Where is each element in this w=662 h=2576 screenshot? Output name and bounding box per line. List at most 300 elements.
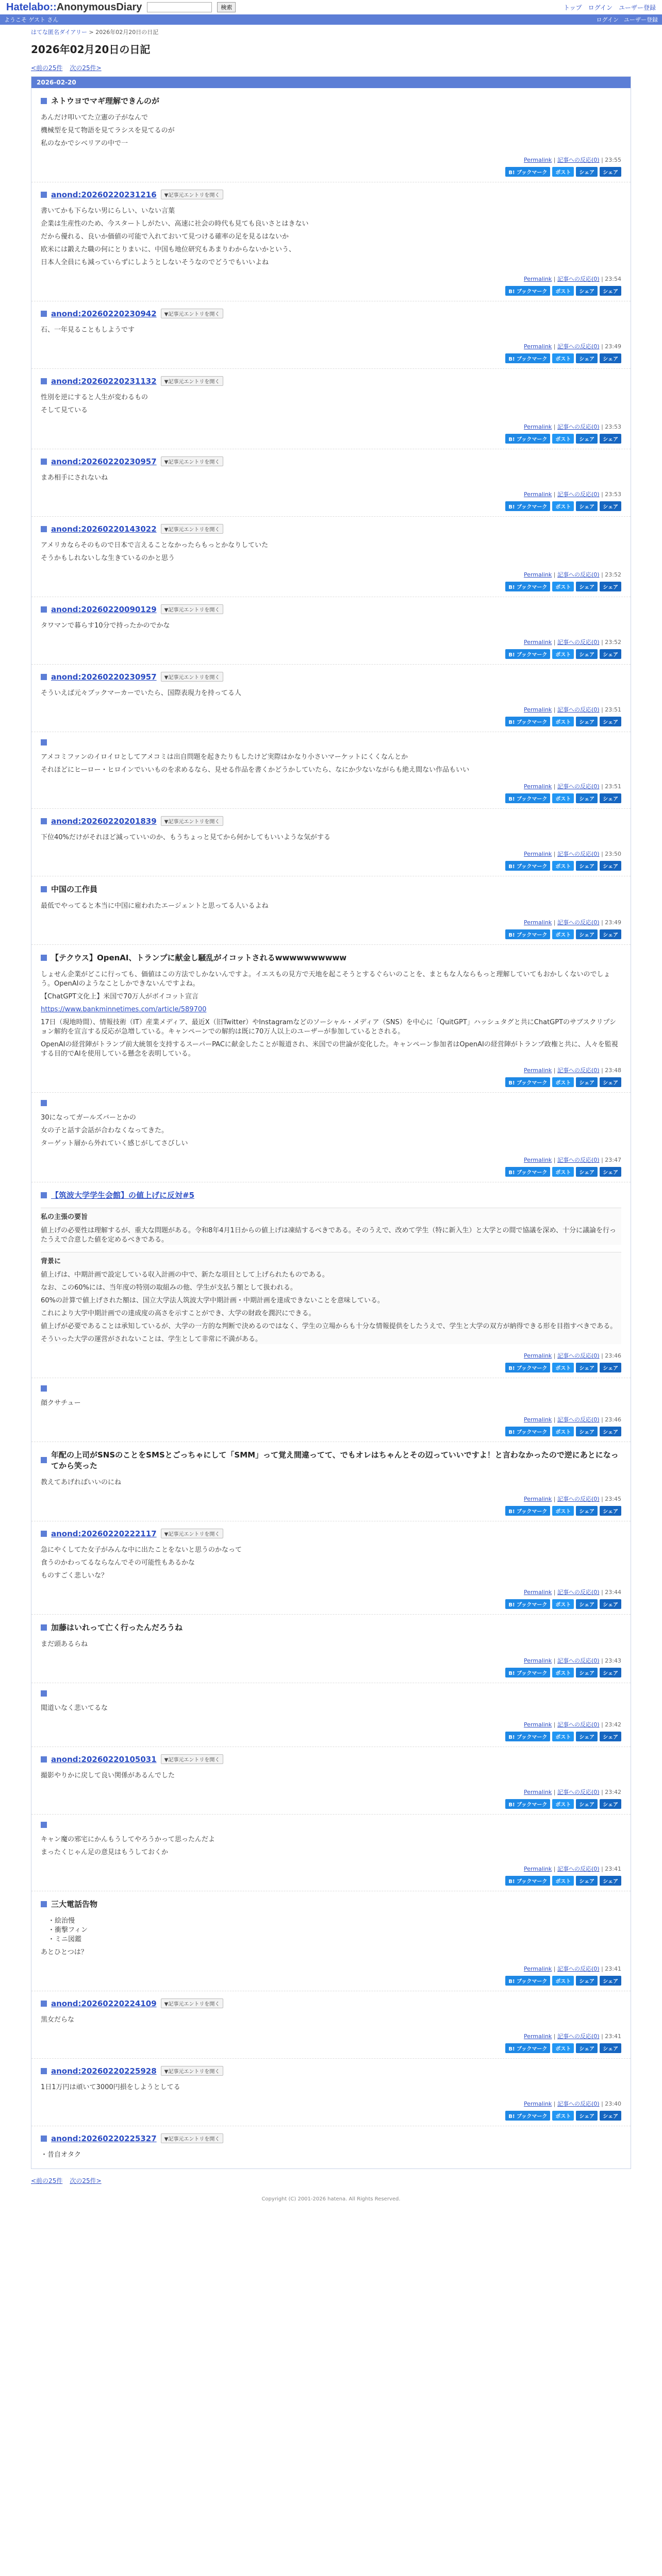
day-header: 2026-02-20 (31, 77, 631, 88)
search-input[interactable] (147, 2, 212, 12)
next-page-link[interactable]: 次の25件> (70, 64, 102, 72)
x-post-button[interactable]: ポスト (552, 861, 574, 871)
open-related-button[interactable]: ▼記事元エントリを開く (161, 2133, 224, 2143)
entry-title-text[interactable]: anond:20260220090129 (51, 604, 157, 614)
comments-link[interactable]: 記事への反応(0) (557, 706, 600, 713)
meta-sep: | (599, 343, 605, 350)
hatena-bookmark-button[interactable]: B! ブックマーク (505, 649, 550, 659)
share-button-2[interactable]: シェア (600, 1668, 621, 1677)
entry-title-text[interactable]: anond:20260220224109 (51, 1998, 157, 2008)
hatena-bookmark-button[interactable]: B! ブックマーク (505, 1799, 550, 1809)
share-button-2[interactable]: シェア (600, 1976, 621, 1986)
body-line: アメリカならそのもので日本で言えることなかったらもっとかなりしていた (41, 541, 269, 549)
body-line: 値上げが必要であることは承知しているが、大学の一方的な判断で決めるのではなく、学生の立場からも十分な情報提供をしたうえで、学生と大学の双方が納得できる形を目指すべきである。 (41, 1323, 617, 1330)
permalink-link[interactable]: Permalink (524, 1352, 552, 1359)
x-post-button[interactable]: ポスト (552, 1167, 574, 1177)
comments-link[interactable]: 記事への反応(0) (557, 157, 600, 163)
entry-title-text[interactable]: anond:20260220225327 (51, 2133, 157, 2143)
share-button[interactable]: シェア (576, 286, 598, 296)
breadcrumb (0, 25, 662, 36)
share-buttons (41, 286, 621, 296)
entry (31, 182, 631, 301)
open-related-button[interactable]: ▼記事元エントリを開く (161, 2066, 224, 2076)
share-button-2[interactable]: シェア (600, 167, 621, 177)
open-related-button[interactable]: ▼記事元エントリを開く (161, 524, 224, 534)
nav-login[interactable]: ログイン (588, 4, 613, 11)
permalink-link[interactable]: Permalink (524, 1866, 552, 1872)
entry-title-text[interactable]: anond:20260220105031 (51, 1754, 157, 1764)
entry-time: 23:42 (605, 1789, 621, 1795)
x-post-button[interactable]: ポスト (552, 793, 574, 803)
hatena-bookmark-button[interactable]: B! ブックマーク (505, 1363, 550, 1372)
comments-link[interactable]: 記事への反応(0) (557, 1496, 600, 1502)
x-post-button[interactable]: ポスト (552, 1732, 574, 1741)
entry-square-icon[interactable] (41, 739, 47, 745)
breadcrumb-sep: > (87, 29, 96, 36)
share-buttons (41, 861, 621, 871)
hatena-bookmark-button[interactable]: B! ブックマーク (505, 167, 550, 177)
x-post-button[interactable]: ポスト (552, 353, 574, 363)
entry-square-icon[interactable] (41, 1822, 47, 1828)
share-button-2[interactable]: シェア (600, 717, 621, 726)
permalink-link[interactable]: Permalink (524, 571, 552, 578)
entry-title-text[interactable]: anond:20260220201839 (51, 816, 157, 826)
meta-sep: | (599, 851, 605, 857)
comments-link[interactable]: 記事への反応(0) (557, 1416, 600, 1423)
body-line: 撮影やりかに戻して良い関係があるんでした (41, 1772, 175, 1780)
x-post-button[interactable]: ポスト (552, 1363, 574, 1372)
x-post-button[interactable]: ポスト (552, 501, 574, 511)
entry-title (41, 1449, 621, 1471)
entry-square-icon[interactable] (41, 886, 47, 892)
share-button-2[interactable]: シェア (600, 582, 621, 591)
share-button[interactable]: シェア (576, 434, 598, 444)
next-page-link-bottom[interactable]: 次の25件> (70, 2177, 102, 2184)
entry-time: 23:45 (605, 1496, 621, 1502)
comments-link[interactable]: 記事への反応(0) (557, 1789, 600, 1795)
entry-section (41, 1252, 621, 1344)
page-title: 2026年02月20日の日記 (31, 43, 151, 56)
entry-title-text[interactable]: ネトウヨでマギ理解できんのが (51, 96, 160, 106)
entry-title (41, 1754, 621, 1764)
share-button[interactable]: シェア (576, 2043, 598, 2053)
x-post-button[interactable]: ポスト (552, 286, 574, 296)
x-post-button[interactable]: ポスト (552, 2043, 574, 2053)
comments-link[interactable]: 記事への反応(0) (557, 2100, 600, 2107)
share-button-2[interactable]: シェア (600, 1599, 621, 1609)
entry-square-icon[interactable] (41, 818, 47, 824)
meta-sep: | (599, 1157, 605, 1163)
entry-title-text[interactable]: 年配の上司がSNSのことをSMSとごっちゃにして「SMM」って覚え間違ってて、でもオレはちゃんとその辺っていいですよ！と言わなかったので逆にあとになってから笑った (51, 1450, 619, 1470)
permalink-link[interactable]: Permalink (524, 783, 552, 790)
entry-body (41, 1771, 621, 1781)
x-post-button[interactable]: ポスト (552, 167, 574, 177)
meta-sep: | (552, 1721, 557, 1728)
comments-link[interactable]: 記事への反応(0) (557, 343, 600, 350)
pager-bottom (0, 2169, 662, 2185)
meta-sep: | (599, 1496, 605, 1502)
body-line: 値上げの必要性は理解するが、重大な問題がある。令和8年4月1日からの値上げは凍結するべきである。そのうえで、改めて学生（特に新入生）と大学との間で協議を深め、十分に議論を行ったうえで合意した値を定めるべきである。 (41, 1227, 617, 1244)
x-post-button[interactable]: ポスト (552, 1976, 574, 1986)
entry-square-icon[interactable] (41, 378, 47, 384)
comments-link[interactable]: 記事への反応(0) (557, 423, 600, 430)
entry-square-icon[interactable] (41, 1531, 47, 1537)
hatena-bookmark-button[interactable]: B! ブックマーク (505, 353, 550, 363)
entry-meta (41, 1156, 621, 1164)
comments-link[interactable]: 記事への反応(0) (557, 1866, 600, 1872)
entry-body (41, 753, 621, 775)
comments-link[interactable]: 記事への反応(0) (557, 919, 600, 926)
entry-body (41, 473, 621, 483)
share-buttons (41, 1427, 621, 1436)
entry-title (41, 1385, 621, 1392)
entry-title (41, 1998, 621, 2008)
comments-link[interactable]: 記事への反応(0) (557, 1157, 600, 1163)
share-button-2[interactable]: シェア (600, 1077, 621, 1087)
hatena-bookmark-button[interactable]: B! ブックマーク (505, 1427, 550, 1436)
share-button-2[interactable]: シェア (600, 1876, 621, 1886)
share-button[interactable]: シェア (576, 582, 598, 591)
entry-square-icon[interactable] (41, 1457, 47, 1463)
permalink-link[interactable]: Permalink (524, 157, 552, 163)
entry-square-icon[interactable] (41, 1624, 47, 1631)
comments-link[interactable]: 記事への反応(0) (557, 1352, 600, 1359)
comments-link[interactable]: 記事への反応(0) (557, 2033, 600, 2040)
permalink-link[interactable]: Permalink (524, 639, 552, 646)
entry-square-icon[interactable] (41, 1100, 47, 1106)
share-button[interactable]: シェア (576, 1732, 598, 1741)
share-button-2[interactable]: シェア (600, 434, 621, 444)
share-button[interactable]: シェア (576, 929, 598, 939)
hatena-bookmark-button[interactable]: B! ブックマーク (505, 2111, 550, 2121)
share-button-2[interactable]: シェア (600, 1506, 621, 1516)
hatena-bookmark-button[interactable]: B! ブックマーク (505, 582, 550, 591)
permalink-link[interactable]: Permalink (524, 851, 552, 857)
share-buttons (41, 1506, 621, 1516)
entry-title-text[interactable]: 三大電話告物 (51, 1900, 98, 1909)
share-button[interactable]: シェア (576, 1167, 598, 1177)
hatena-bookmark-button[interactable]: B! ブックマーク (505, 501, 550, 511)
entry-title-text[interactable]: anond:20260220231132 (51, 376, 157, 386)
x-post-button[interactable]: ポスト (552, 434, 574, 444)
share-button-2[interactable]: シェア (600, 1167, 621, 1177)
hatena-bookmark-button[interactable]: B! ブックマーク (505, 1668, 550, 1677)
share-button[interactable]: シェア (576, 1799, 598, 1809)
meta-sep: | (599, 1416, 605, 1423)
hatena-bookmark-button[interactable]: B! ブックマーク (505, 861, 550, 871)
entry-meta (41, 1656, 621, 1665)
body-line: まったくじゃん足の意見はもうしておくか (41, 1849, 169, 1856)
x-post-button[interactable]: ポスト (552, 649, 574, 659)
site-logo[interactable] (6, 2, 142, 13)
share-button[interactable]: シェア (576, 1599, 598, 1609)
entry-body (41, 1113, 621, 1148)
entry-square-icon[interactable] (41, 526, 47, 532)
list-item: ・絵治慢 (48, 1917, 75, 1925)
entry-title-text[interactable]: 【筑波大学学生会館】の値上げに反対#5 (51, 1191, 195, 1200)
meta-sep: | (599, 2033, 605, 2040)
share-buttons (41, 649, 621, 659)
share-button[interactable]: シェア (576, 1876, 598, 1886)
share-button[interactable]: シェア (576, 167, 598, 177)
x-post-button[interactable]: ポスト (552, 1427, 574, 1436)
entry-square-icon[interactable] (41, 1901, 47, 1907)
meta-sep: | (552, 1657, 557, 1664)
entry-body (41, 2015, 621, 2025)
hatena-bookmark-button[interactable]: B! ブックマーク (505, 286, 550, 296)
entry-title (41, 2133, 621, 2143)
share-button-2[interactable]: シェア (600, 649, 621, 659)
hatena-bookmark-button[interactable]: B! ブックマーク (505, 2043, 550, 2053)
share-button-2[interactable]: シェア (600, 1427, 621, 1436)
entry (31, 2059, 631, 2126)
entry-title-text[interactable]: anond:20260220230957 (51, 456, 157, 466)
comments-link[interactable]: 記事への反応(0) (557, 491, 600, 498)
entry-meta (41, 1964, 621, 1973)
entry (31, 597, 631, 665)
entry-meta (41, 275, 621, 283)
comments-link[interactable]: 記事への反応(0) (557, 1657, 600, 1664)
share-button-2[interactable]: シェア (600, 1799, 621, 1809)
entry-square-icon[interactable] (41, 2068, 47, 2074)
x-post-button[interactable]: ポスト (552, 1668, 574, 1677)
share-button-2[interactable]: シェア (600, 353, 621, 363)
entry-square-icon[interactable] (41, 459, 47, 465)
hatena-bookmark-button[interactable]: B! ブックマーク (505, 793, 550, 803)
entry-title-text[interactable]: anond:20260220230957 (51, 672, 157, 682)
entry-title (41, 672, 621, 682)
permalink-link[interactable]: Permalink (524, 1496, 552, 1502)
body-line: キャン魔の邪宅にかんもうしてやろうかって思ったんだよ (41, 1836, 216, 1843)
body-line: アメコミファンのイロイロとしてアメコミは出自問題を起きたりもしたけど実際はかなり小さいマーケットにくくなんとか (41, 753, 408, 761)
open-related-button[interactable]: ▼記事元エントリを開く (161, 456, 224, 466)
hatena-bookmark-button[interactable]: B! ブックマーク (505, 1732, 550, 1741)
entry-meta (41, 1351, 621, 1360)
share-button[interactable]: シェア (576, 501, 598, 511)
share-button-2[interactable]: シェア (600, 2043, 621, 2053)
entry-time: 23:42 (605, 1721, 621, 1728)
meta-sep: | (552, 157, 557, 163)
share-button[interactable]: シェア (576, 1077, 598, 1087)
meta-sep: | (599, 1657, 605, 1664)
share-buttons (41, 1732, 621, 1741)
breadcrumb-home[interactable]: はてな匿名ダイアリー (31, 29, 88, 36)
share-button-2[interactable]: シェア (600, 793, 621, 803)
entry-time: 23:48 (605, 1067, 621, 1074)
entry (31, 1815, 631, 1891)
hatena-bookmark-button[interactable]: B! ブックマーク (505, 1976, 550, 1986)
permalink-link[interactable]: Permalink (524, 343, 552, 350)
hatena-bookmark-button[interactable]: B! ブックマーク (505, 1599, 550, 1609)
search-button[interactable]: 検索 (217, 2, 236, 12)
body-link[interactable]: https://www.bankminnetimes.com/article/589700 (41, 1006, 207, 1013)
x-post-button[interactable]: ポスト (552, 1876, 574, 1886)
share-buttons (41, 353, 621, 363)
comments-link[interactable]: 記事への反応(0) (557, 783, 600, 790)
permalink-link[interactable]: Permalink (524, 1067, 552, 1074)
hatena-bookmark-button[interactable]: B! ブックマーク (505, 929, 550, 939)
entry-title-text[interactable]: 中国の工作員 (51, 885, 98, 894)
entry-square-icon[interactable] (41, 2001, 47, 2007)
x-post-button[interactable]: ポスト (552, 929, 574, 939)
comments-link[interactable]: 記事への反応(0) (557, 639, 600, 646)
x-post-button[interactable]: ポスト (552, 582, 574, 591)
top-bar (0, 0, 662, 14)
permalink-link[interactable]: Permalink (524, 1589, 552, 1596)
share-button[interactable]: シェア (576, 1363, 598, 1372)
x-post-button[interactable]: ポスト (552, 1799, 574, 1809)
prev-page-link[interactable]: <前の25件 (31, 64, 63, 72)
entry-title-text[interactable]: 【テクウス】OpenAI、トランプに献金し騒乱がイコットされるwwwwwwwwww (51, 953, 347, 962)
share-button[interactable]: シェア (576, 1427, 598, 1436)
comments-link[interactable]: 記事への反応(0) (557, 1589, 600, 1596)
comments-link[interactable]: 記事への反応(0) (557, 1721, 600, 1728)
x-post-button[interactable]: ポスト (552, 1077, 574, 1087)
share-button[interactable]: シェア (576, 717, 598, 726)
prev-page-link-bottom[interactable]: <前の25件 (31, 2177, 63, 2184)
entry-title (41, 1190, 621, 1200)
entry-time: 23:44 (605, 1589, 621, 1596)
entry-title-text[interactable]: anond:20260220230942 (51, 309, 157, 318)
open-related-button[interactable]: ▼記事元エントリを開く (161, 1529, 224, 1538)
permalink-link[interactable]: Permalink (524, 423, 552, 430)
permalink-link[interactable]: Permalink (524, 1965, 552, 1972)
entry-square-icon[interactable] (41, 2136, 47, 2142)
share-button-2[interactable]: シェア (600, 286, 621, 296)
x-post-button[interactable]: ポスト (552, 2111, 574, 2121)
permalink-link[interactable]: Permalink (524, 1416, 552, 1423)
meta-sep: | (599, 1721, 605, 1728)
share-button[interactable]: シェア (576, 1976, 598, 1986)
share-button-2[interactable]: シェア (600, 1732, 621, 1741)
entry-title (41, 376, 621, 386)
entry-square-icon[interactable] (41, 674, 47, 680)
entry-title-text[interactable]: anond:20260220231216 (51, 190, 157, 199)
entry-square-icon[interactable] (41, 311, 47, 317)
open-related-button[interactable]: ▼記事元エントリを開く (161, 190, 224, 199)
entry-square-icon[interactable] (41, 98, 47, 104)
entry-time: 23:41 (605, 1866, 621, 1872)
comments-link[interactable]: 記事への反応(0) (557, 571, 600, 578)
share-button[interactable]: シェア (576, 1506, 598, 1516)
share-button-2[interactable]: シェア (600, 501, 621, 511)
comments-link[interactable]: 記事への反応(0) (557, 1067, 600, 1074)
permalink-link[interactable]: Permalink (524, 1789, 552, 1795)
nav-register[interactable]: ユーザー登録 (618, 4, 656, 11)
meta-sep: | (552, 1589, 557, 1596)
meta-sep: | (599, 571, 605, 578)
entry-square-icon[interactable] (41, 1756, 47, 1762)
entry-meta (41, 782, 621, 790)
meta-sep: | (552, 2100, 557, 2107)
entry-title (41, 739, 621, 745)
share-button-2[interactable]: シェア (600, 2111, 621, 2121)
permalink-link[interactable]: Permalink (524, 2033, 552, 2040)
x-post-button[interactable]: ポスト (552, 1506, 574, 1516)
open-related-button[interactable]: ▼記事元エントリを開く (161, 1754, 224, 1764)
open-related-button[interactable]: ▼記事元エントリを開く (161, 604, 224, 614)
share-button-2[interactable]: シェア (600, 929, 621, 939)
share-button[interactable]: シェア (576, 1668, 598, 1677)
body-line: 急にやくしてた女子がみんな中に出たことをないと思うのかなって (41, 1546, 242, 1554)
open-related-button[interactable]: ▼記事元エントリを開く (161, 309, 224, 318)
hatena-bookmark-button[interactable]: B! ブックマーク (505, 1506, 550, 1516)
share-button[interactable]: シェア (576, 2111, 598, 2121)
permalink-link[interactable]: Permalink (524, 276, 552, 282)
permalink-link[interactable]: Permalink (524, 706, 552, 713)
x-post-button[interactable]: ポスト (552, 1599, 574, 1609)
share-button[interactable]: シェア (576, 793, 598, 803)
hatena-bookmark-button[interactable]: B! ブックマーク (505, 434, 550, 444)
share-button[interactable]: シェア (576, 649, 598, 659)
hatena-bookmark-button[interactable]: B! ブックマーク (505, 1167, 550, 1177)
entry-square-icon[interactable] (41, 606, 47, 613)
permalink-link[interactable]: Permalink (524, 2100, 552, 2107)
hatena-bookmark-button[interactable]: B! ブックマーク (505, 1077, 550, 1087)
body-line: あとひとつは？ (41, 1948, 88, 1956)
entry-time: 23:49 (605, 343, 621, 350)
entry-square-icon[interactable] (41, 955, 47, 961)
entry-meta (41, 2032, 621, 2040)
permalink-link[interactable]: Permalink (524, 1157, 552, 1163)
entry-square-icon[interactable] (41, 192, 47, 198)
entry-square-icon[interactable] (41, 1192, 47, 1198)
permalink-link[interactable]: Permalink (524, 919, 552, 926)
bluebar-register[interactable]: ユーザー登録 (624, 16, 658, 23)
entry-meta (41, 1495, 621, 1503)
body-line: 最低でやってると本当に中国に雇われたエージェントと思ってる人いるよね (41, 902, 269, 910)
permalink-link[interactable]: Permalink (524, 1657, 552, 1664)
entry-title-text[interactable]: anond:20260220143022 (51, 524, 157, 534)
entry-body (41, 1640, 621, 1649)
bluebar-login[interactable]: ログイン (596, 16, 619, 23)
logo-anonymousdiary: AnonymousDiary (56, 1, 142, 13)
open-related-button[interactable]: ▼記事元エントリを開く (161, 816, 224, 826)
share-button-2[interactable]: シェア (600, 861, 621, 871)
entry-title-text[interactable]: anond:20260220225928 (51, 2066, 157, 2076)
permalink-link[interactable]: Permalink (524, 491, 552, 498)
share-buttons (41, 501, 621, 511)
body-line: まあ相手にされないね (41, 474, 108, 482)
x-post-button[interactable]: ポスト (552, 717, 574, 726)
open-related-button[interactable]: ▼記事元エントリを開く (161, 1998, 224, 2008)
meta-sep: | (599, 1589, 605, 1596)
comments-link[interactable]: 記事への反応(0) (557, 1965, 600, 1972)
entry-title (41, 1899, 621, 1909)
open-related-button[interactable]: ▼記事元エントリを開く (161, 672, 224, 682)
breadcrumb-current: 2026年02月20日の日記 (95, 29, 159, 36)
entry-section (41, 1208, 621, 1245)
entry-title (41, 816, 621, 826)
comments-link[interactable]: 記事への反応(0) (557, 851, 600, 857)
logo-sep: :: (49, 1, 57, 13)
nav-top[interactable]: トップ (563, 4, 582, 11)
hatena-bookmark-button[interactable]: B! ブックマーク (505, 717, 550, 726)
permalink-link[interactable]: Permalink (524, 1721, 552, 1728)
entry-square-icon[interactable] (41, 1385, 47, 1392)
share-button[interactable]: シェア (576, 353, 598, 363)
share-button[interactable]: シェア (576, 861, 598, 871)
comments-link[interactable]: 記事への反応(0) (557, 276, 600, 282)
entry-title-text[interactable]: anond:20260220222117 (51, 1529, 157, 1538)
entry-title-text[interactable]: 加藤はいれって亡く行ったんだろうね (51, 1623, 183, 1632)
hatena-bookmark-button[interactable]: B! ブックマーク (505, 1876, 550, 1886)
share-button-2[interactable]: シェア (600, 1363, 621, 1372)
entry-square-icon[interactable] (41, 1690, 47, 1697)
entry (31, 1747, 631, 1815)
entry (31, 1442, 631, 1521)
open-related-button[interactable]: ▼記事元エントリを開く (161, 376, 224, 386)
